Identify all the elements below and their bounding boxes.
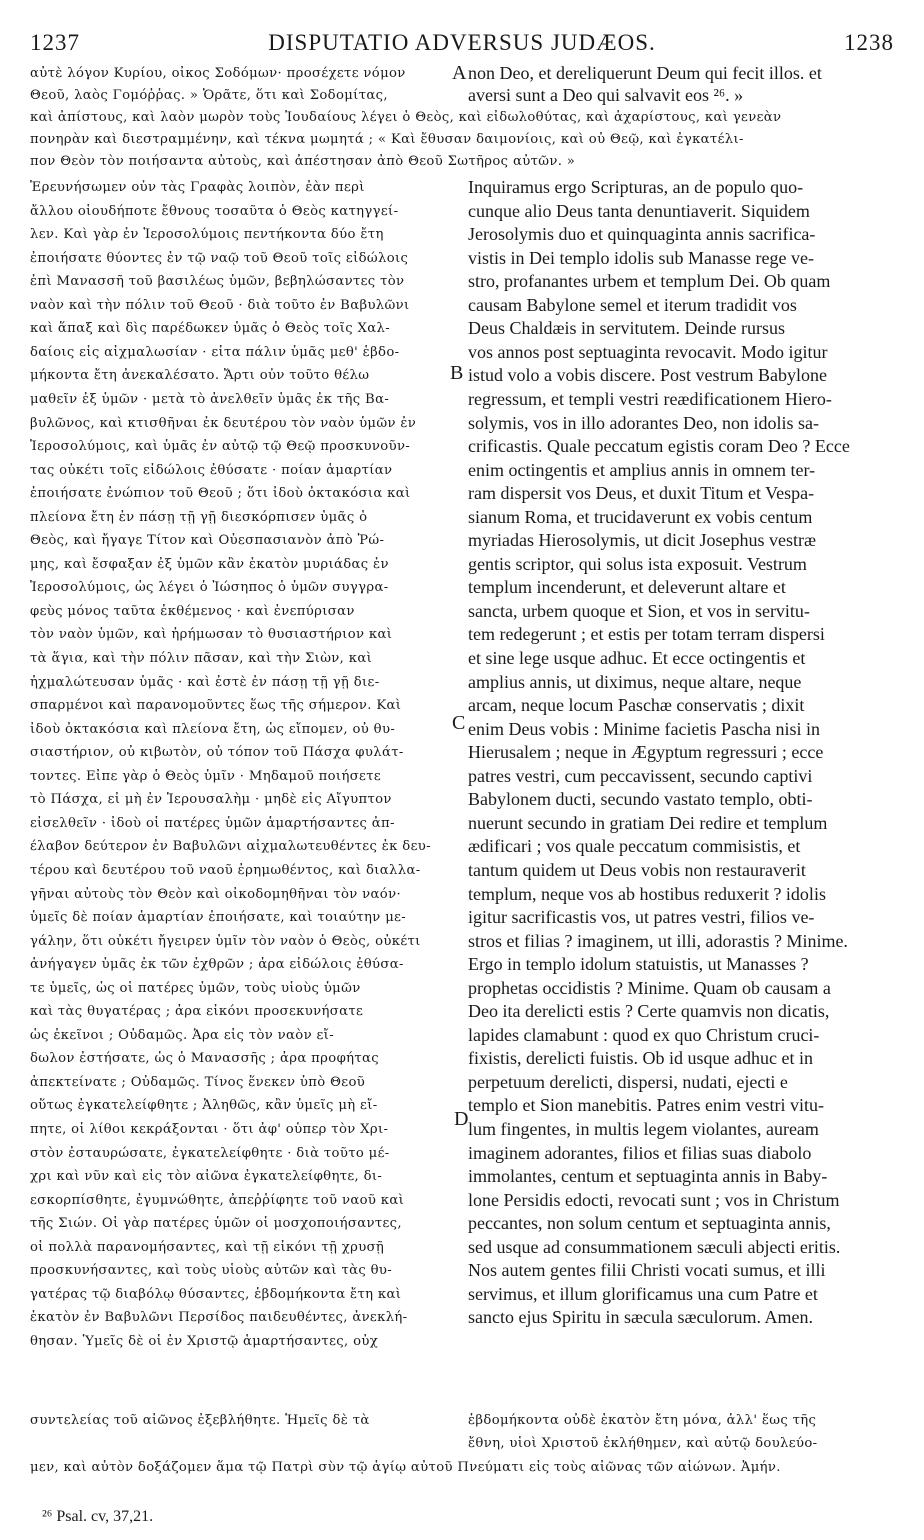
greek-line: χρι καὶ νῦν καὶ εἰς τὸν αἰῶνα ἐγκατελείφθητε, δι- <box>30 1169 383 1184</box>
latin-line: Deus Chaldæis in servitutem. Deinde rursus <box>468 318 785 338</box>
greek-line: στὸν ἐσταυρώσατε, ἐγκατελείφθητε · διὰ τοῦτο μέ- <box>30 1146 390 1161</box>
latin-line: cunque alio Deus tanta denuntiaverit. Siquidem <box>468 201 810 221</box>
greek-line-full: καὶ ἀπίστους, καὶ λαὸν μωρὸν τοὺς Ἰουδαίους λέγει ὁ Θεὸς, καὶ εἰδωλοθύτας, καὶ ἀχαρίστους, καὶ γενεὰν <box>30 110 782 125</box>
greek-line: ἀνήγαγεν ὑμᾶς ἐκ τῶν ἐχθρῶν ; ἆρα εἰδώλοις ἐθύσα- <box>30 957 404 972</box>
greek-line: τας οὐκέτι τοῖς εἰδώλοις ἐθύσατε · ποίαν ἁμαρτίαν <box>30 463 393 478</box>
latin-line: Hierusalem ; neque in Ægyptum regressuri ; ecce <box>468 742 824 762</box>
greek-line: μήκοντα ἔτη ἀνεκαλέσατο. Ἄρτι οὖν τοῦτο θέλω <box>30 368 370 383</box>
latin-line: ram dispersit vos Deus, et duxit Titum et Vespa- <box>468 483 815 503</box>
greek-line: δαίοις εἰς αἰχμαλωσίαν · εἶτα πάλιν ὑμᾶς μεθ' ἑβδο- <box>30 345 400 360</box>
greek-line: Ἐρευνήσωμεν οὖν τὰς Γραφὰς λοιπὸν, ἐὰν περὶ <box>30 180 365 195</box>
latin-line: Inquiramus ergo Scripturas, an de populo quo- <box>468 177 804 197</box>
latin-line: tantum quidem ut Deus vobis non restauraverit <box>468 860 806 880</box>
latin-line: igitur sacrificastis vos, ut patres vestri, filios ve- <box>468 907 815 927</box>
page-number-left: 1237 <box>30 30 80 55</box>
latin-line: lum fingentes, in multis legem violantes, auream <box>468 1119 819 1139</box>
latin-line: et sine lege usque adhuc. Et ecce octingentis et <box>468 648 806 668</box>
greek-line: Θεὸς, καὶ ἤγαγε Τίτον καὶ Οὐεσπασιανὸν ἀπὸ Ῥώ- <box>30 533 385 548</box>
latin-line: stro, profanantes urbem et templum Dei. Ob quam <box>468 271 831 291</box>
greek-line: θησαν. Ὑμεῖς δὲ οἱ ἐν Χριστῷ ἁμαρτήσαντες, οὐχ <box>30 1334 379 1349</box>
latin-line: Nos autem gentes filii Christi vocati sumus, et illi <box>468 1260 826 1280</box>
greek-line: δωλον ἐστήσατε, ὡς ὁ Μανασσῆς ; ἆρα προφήτας <box>30 1051 380 1066</box>
latin-line: templum incenderunt, et deleverunt altare et <box>468 577 786 597</box>
greek-line: σιαστήριον, οὐ κιβωτὸν, οὐ τόπον τοῦ Πάσχα φυλάτ- <box>30 745 404 760</box>
latin-line: sancto ejus Spiritu in sæcula sæculorum. Amen. <box>468 1307 813 1327</box>
latin-line: fixistis, derelicti fuistis. Ob id usque adhuc et in <box>468 1048 813 1068</box>
greek-line: ὡς ἐκεῖνοι ; Οὐδαμῶς. Ἆρα εἰς τὸν ναὸν εἴ- <box>30 1028 335 1043</box>
latin-line: myriadas Hierosolymis, ut dicit Josephus vestræ <box>468 530 816 550</box>
greek-line: μης, καὶ ἔσφαξαν ἐξ ὑμῶν κἂν ἑκατὸν μυριάδας ἐν <box>30 557 389 572</box>
greek-line: καὶ τὰς θυγατέρας ; ἆρα εἰκόνι προσεκυνήσατε <box>30 1004 364 1019</box>
latin-line: Babylonem ducti, secundo vastato templo, obti- <box>468 789 813 809</box>
latin-line: peccantes, non solum centum et septuaginta annis, <box>468 1213 831 1233</box>
page-number-right: 1238 <box>844 30 894 55</box>
greek-line: ναὸν καὶ τὴν πόλιν τοῦ Θεοῦ · διὰ τοῦτο ἐν Βαβυλῶνι <box>30 298 410 313</box>
greek-line: Ἱεροσολύμοις, καὶ ὑμᾶς ἐν αὐτῷ τῷ Θεῷ προσκυνοῦν- <box>30 439 411 454</box>
greek-line: καὶ ἅπαξ καὶ δὶς παρέδωκεν ὑμᾶς ὁ Θεὸς τοῖς Χαλ- <box>30 321 391 336</box>
greek-line: τὸν ναὸν ὑμῶν, καὶ ἠρήμωσαν τὸ θυσιαστήριον καὶ <box>30 627 393 642</box>
latin-line: Deo ita derelicti estis ? Certe quamvis non dicatis, <box>468 1001 830 1021</box>
greek-line: οἱ πολλὰ παρανομήσαντες, καὶ τῇ εἰκόνι τῇ χρυσῇ <box>30 1240 385 1255</box>
latin-line: sianum Roma, et trucidaverunt ex vobis centum <box>468 507 813 527</box>
margin-letter-d: D <box>454 1108 469 1130</box>
latin-line: nuerunt secundo in gratiam Dei redire et templum <box>468 813 828 833</box>
latin-line: sancta, urbem quoque et Sion, et vos in servitu- <box>468 601 810 621</box>
latin-line: lone Persidis edocti, revocati sunt ; vos in Christum <box>468 1190 840 1210</box>
latin-line: vos annos post septuaginta revocavit. Modo igitur <box>468 342 828 362</box>
greek-line: τέρου καὶ δευτέρου τοῦ ναοῦ ἐρημωθέντος, καὶ διαλλα- <box>30 863 421 878</box>
footnote: ²⁶ Psal. cv, 37,21. <box>42 1508 154 1525</box>
latin-line: prophetas occidistis ? Minime. Quam ob causam a <box>468 978 831 998</box>
latin-line: ædificari ; vos quale peccatum commisistis, et <box>468 836 801 856</box>
greek-line: ἰδοὺ ὀκτακόσια καὶ πλείονα ἔτη, ὡς εἴπομεν, οὐ θυ- <box>30 722 396 737</box>
latin-line: patres vestri, cum peccavissent, secundo captivi <box>468 766 813 786</box>
greek-line: ἀπεκτείνατε ; Οὐδαμῶς. Τίνος ἕνεκεν ὑπὸ Θεοῦ <box>30 1075 366 1090</box>
greek-line: γατέρας τῷ διαβόλῳ θύσαντες, ἑβδομήκοντα ἔτη καὶ <box>30 1287 402 1302</box>
greek-line: εἰσελθεῖν · ἰδοὺ οἱ πατέρες ὑμῶν ἁμαρτήσαντες ἀπ- <box>30 816 395 831</box>
latin-line: crificastis. Quale peccatum egistis coram Deo ? Ecce <box>468 436 850 456</box>
greek-line: γάλην, ὅτι οὐκέτι ἤγειρεν ὑμῖν τὸν ναὸν ὁ Θεὸς, οὐκέτι <box>30 934 421 949</box>
greek-line: γῆναι αὐτοὺς τὸν Θεὸν καὶ οἰκοδομηθῆναι τὸν ναόν· <box>30 887 401 902</box>
greek-line: τῆς Σιών. Οἱ γὰρ πατέρες ὑμῶν οἱ μοσχοποιήσαντες, <box>30 1216 402 1231</box>
latin-line: perpetuum derelicti, dispersi, nudati, ejecti e <box>468 1072 788 1092</box>
greek-line: ἐπὶ Μανασσῆ τοῦ βασιλέως ὑμῶν, βεβηλώσαντες τὸν <box>30 274 405 289</box>
latin-line: immolantes, centum et septuaginta annis in Baby- <box>468 1166 828 1186</box>
latin-line: stros et filias ? imaginem, ut illi, adorastis ? Minime. <box>468 931 848 951</box>
margin-letter-c: C <box>452 712 466 734</box>
latin-line: Jerosolymis duo et quinquaginta annis sacrifica- <box>468 224 816 244</box>
greek-line: οὕτως ἐγκατελείφθητε ; Ἀληθῶς, κἂν ὑμεῖς μὴ εἴ- <box>30 1098 378 1113</box>
greek-line: προσκυνήσαντες, καὶ τοὺς υἱοὺς αὐτῶν καὶ τὰς θυ- <box>30 1263 393 1278</box>
greek-line: ἠχμαλώτευσαν ὑμᾶς · καὶ ἐστὲ ἐν πάσῃ τῇ γῇ διε- <box>30 675 380 690</box>
greek-line-full: πονηρὰν καὶ διεστραμμένην, καὶ τέκνα μωμητά ; « Καὶ ἔθυσαν δαιμονίοις, καὶ οὐ Θεῷ, καὶ ἐγκατέλι- <box>30 132 744 147</box>
latin-line: templum, neque vos ab hostibus reduxerit ? idolis <box>468 884 826 904</box>
latin-line: enim octingentis et amplius annis in omnem ter- <box>468 460 816 480</box>
margin-letter-a: A <box>452 62 467 84</box>
latin-line: causam Babylone semel et iterum tradidit vos <box>468 295 797 315</box>
latin-line: amplius annis, ut diximus, neque altare, neque <box>468 672 802 692</box>
greek-line: ἐποιήσατε θύοντες ἐν τῷ ναῷ τοῦ Θεοῦ τοῖς εἰδώλοις <box>30 251 409 266</box>
latin-line: lapides clamabunt : quod ex quo Christum cruci- <box>468 1025 820 1045</box>
greek-line: τὰ ἅγια, καὶ τὴν πόλιν πᾶσαν, καὶ τὴν Σιὼν, καὶ <box>30 651 373 666</box>
latin-line: enim Deus vobis : Minime facietis Pascha nisi in <box>468 719 820 739</box>
greek-line: τὸ Πάσχα, εἰ μὴ ἐν Ἱερουσαλὴμ · μηδὲ εἰς Αἴγυπτον <box>30 792 392 807</box>
greek-line: μαθεῖν ἐξ ὑμῶν · μετὰ τὸ ἀνελθεῖν ὑμᾶς ἐκ τῆς Βα- <box>30 392 390 407</box>
latin-line: solymis, vos in illo adorantes Deo, non idolis sa- <box>468 413 819 433</box>
latin-line: templo et Sion manebitis. Patres enim vestri vitu- <box>468 1095 824 1115</box>
greek-line: συντελείας τοῦ αἰῶνος ἐξεβλήθητε. Ἡμεῖς δὲ τὰ <box>30 1413 370 1428</box>
greek-line: πλείονα ἔτη ἐν πάσῃ τῇ γῇ διεσκόρπισεν ὑμᾶς ὁ <box>30 510 368 525</box>
greek-line: σπαρμένοι καὶ παρανομοῦντες ἕως τῆς σήμερον. Καὶ <box>30 698 402 713</box>
latin-line: gentis scriptor, qui solus ista exposuit. Vestrum <box>468 554 807 574</box>
greek-line-full: μεν, καὶ αὐτὸν δοξάζομεν ἅμα τῷ Πατρὶ σὺν τῷ ἁγίῳ αὐτοῦ Πνεύματι εἰς τοὺς αἰῶνας τῶν αἰώνων. Ἀμήν. <box>30 1460 781 1475</box>
greek-line: Θεοῦ, λαὸς Γομόῤῥας. » Ὁρᾶτε, ὅτι καὶ Σοδομίτας, <box>30 88 388 103</box>
greek-line: πητε, οἱ λίθοι κεκράξονται · ὅτι ἀφ' οὗπερ τὸν Χρι- <box>30 1122 389 1137</box>
greek-line: εσκορπίσθητε, ἐγυμνώθητε, ἀπεῤῥίφητε τοῦ ναοῦ καὶ <box>30 1193 405 1208</box>
latin-line: sed usque ad consummationem sæculi abjecti eritis. <box>468 1237 841 1257</box>
running-title: DISPUTATIO ADVERSUS JUDÆOS. <box>268 30 656 55</box>
greek-line: αὐτὲ λόγον Κυρίου, οἶκος Σοδόμων· προσέχετε νόμον <box>30 66 406 81</box>
latin-line: istud volo a vobis discere. Post vestrum Babylone <box>468 365 827 385</box>
greek-line: ἄλλου οἱουδήποτε ἔθνους τοσαῦτα ὁ Θεὸς κατηγγεί- <box>30 204 399 219</box>
greek-line: έλαβον δεύτερον ἐν Βαβυλῶνι αἰχμαλωτευθέντες ἐκ δευ- <box>30 839 431 854</box>
greek-line: ἐποιήσατε ἐνώπιον τοῦ Θεοῦ ; ὅτι ἰδοὺ ὀκτακόσια καὶ <box>30 486 411 501</box>
greek-line: τε ὑμεῖς, ὡς οἱ πατέρες ὑμῶν, τοὺς υἱοὺς ὑμῶν <box>30 981 361 996</box>
greek-line: λεν. Καὶ γὰρ ἐν Ἱεροσολύμοις πεντήκοντα δύο ἔτη <box>30 227 384 242</box>
greek-line: τοντες. Εἶπε γὰρ ὁ Θεὸς ὑμῖν · Μηδαμοῦ ποιήσετε <box>30 769 382 784</box>
latin-line: regressum, et templi vestri reædificationem Hiero- <box>468 389 832 409</box>
latin-line: non Deo, et dereliquerunt Deum qui fecit illos. et <box>468 63 822 83</box>
greek-line: Ἱεροσολύμοις, ὡς λέγει ὁ Ἰώσηπος ὁ ὑμῶν συγγρα- <box>30 580 389 595</box>
latin-line: imaginem adorantes, filios et filias suas diabolo <box>468 1143 812 1163</box>
latin-line: tem redegerunt ; et estis per totam terram dispersi <box>468 624 825 644</box>
margin-letter-b: B <box>450 362 464 384</box>
latin-line: servimus, et illum glorificamus una cum Patre et <box>468 1284 818 1304</box>
latin-line: aversi sunt a Deo qui salvavit eos ²⁶. » <box>468 85 744 105</box>
latin-line: vistis in Dei templo idolis sub Manasse rege ve- <box>468 248 814 268</box>
greek-line: ἑβδομήκοντα οὐδὲ ἑκατὸν ἔτη μόνα, ἀλλ' ἕως τῆς <box>468 1413 817 1428</box>
greek-line: φεὺς μόνος ταῦτα ἐκθέμενος · καὶ ἐνεπύρισαν <box>30 604 355 619</box>
latin-line: Ergo in templo idolum statuistis, ut Manasses ? <box>468 954 809 974</box>
running-header <box>30 30 894 60</box>
greek-line: ἔθνη, υἱοὶ Χριστοῦ ἐκλήθημεν, καὶ αὐτῷ δουλεύο- <box>468 1436 818 1451</box>
greek-line-full: πον Θεὸν τὸν ποιήσαντα αὐτοὺς, καὶ ἀπέστησαν ἀπὸ Θεοῦ Σωτῆρος αὐτῶν. » <box>30 154 576 169</box>
greek-line: βυλῶνος, καὶ κτισθῆναι ἐκ δευτέρου τὸν ναὸν ὑμῶν ἐν <box>30 416 417 431</box>
greek-line: ἑκατὸν ἐν Βαβυλῶνι Περσίδος παιδευθέντες, ἀνεκλή- <box>30 1310 408 1325</box>
latin-line: arcam, neque locum Paschæ conservatis ; dixit <box>468 695 805 715</box>
greek-line: ὑμεῖς δὲ ποίαν ἁμαρτίαν ἐποιήσατε, καὶ τοιαύτην με- <box>30 910 407 925</box>
